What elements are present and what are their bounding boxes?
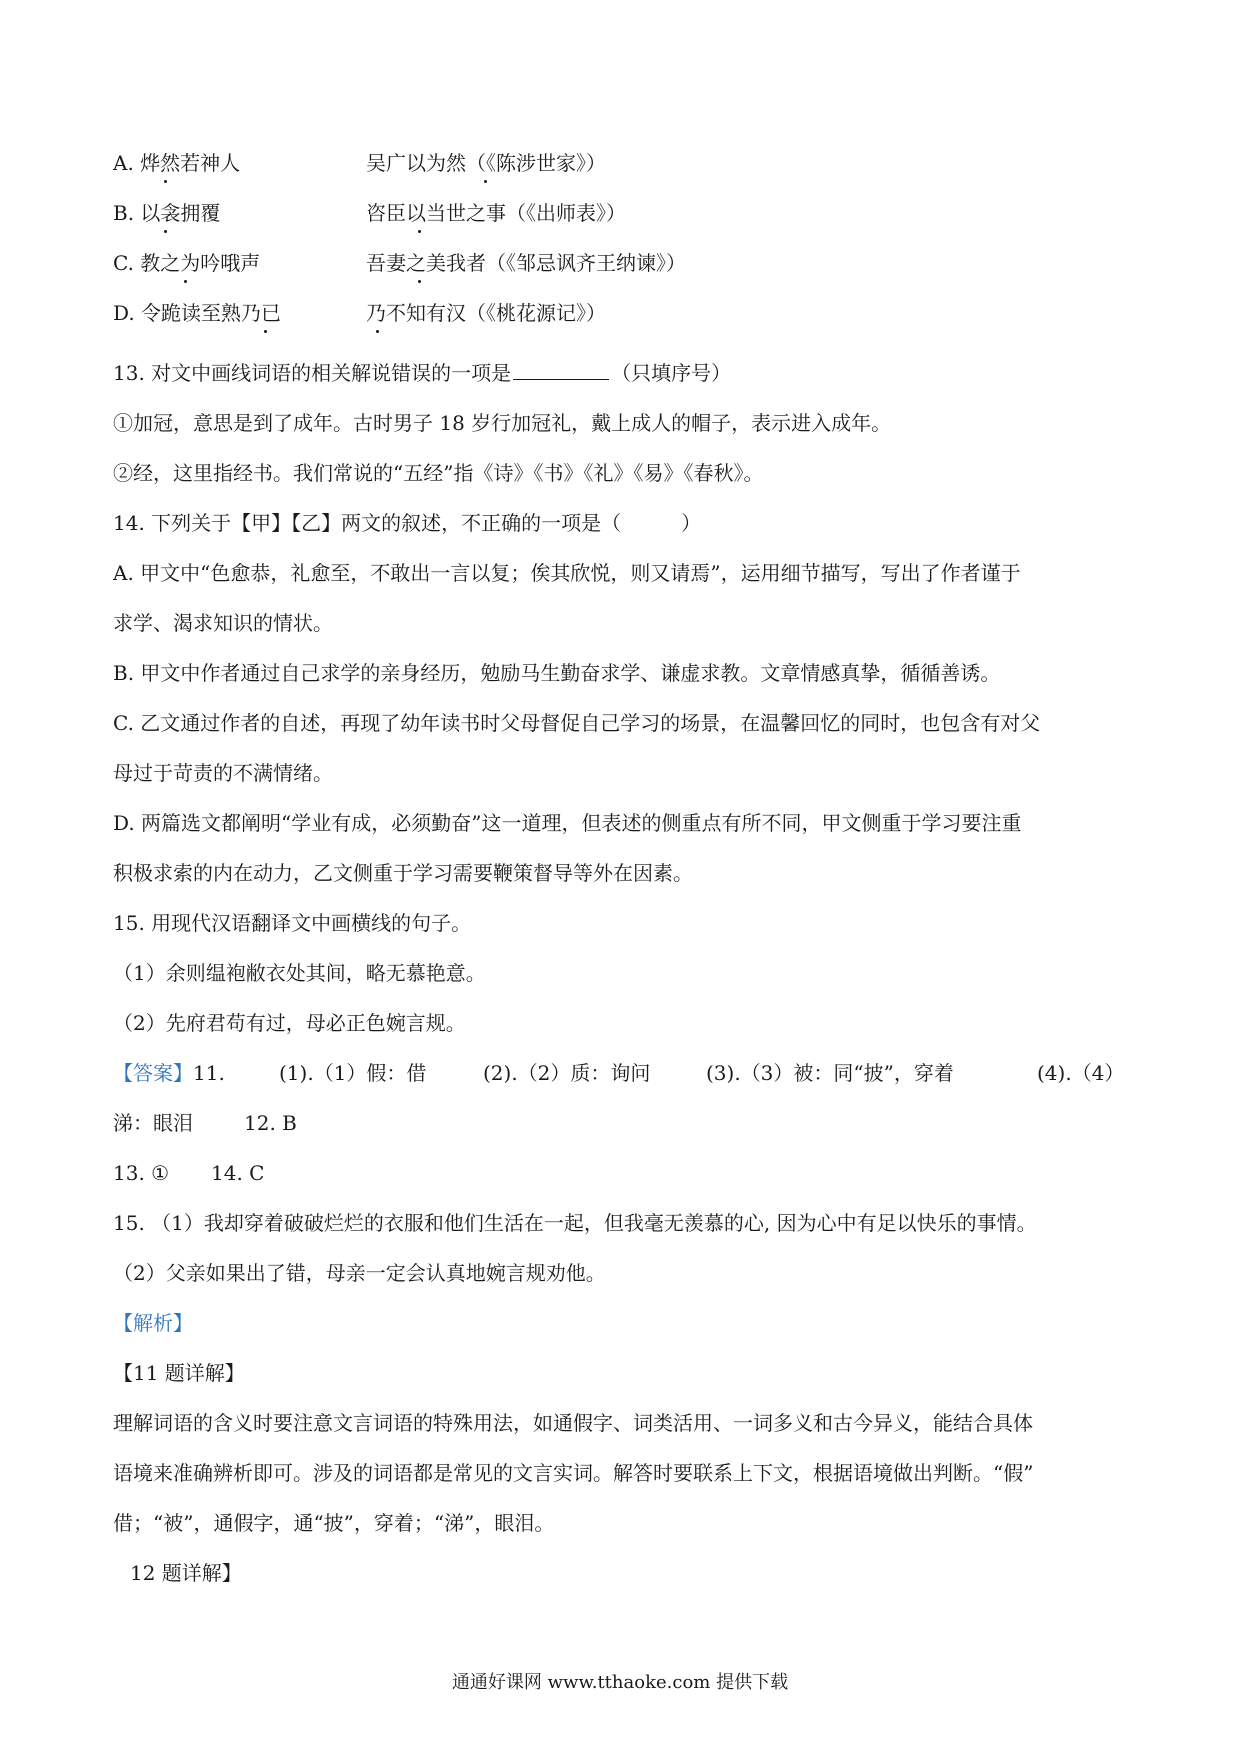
- emphasis-dot: [418, 230, 421, 233]
- answer-row-11: [113, 1058, 1125, 1088]
- analysis-tag: 【解析】: [113, 1311, 193, 1335]
- q14-option-c-line1: C. 乙文通过作者的自述，再现了幼年读书时父母督促自己学习的场景，在温馨回忆的同时，也包含有对父: [113, 711, 1041, 735]
- q15-sentence-2: （2）先府君苟有过，母必正色婉言规。: [113, 1011, 466, 1035]
- q14-option-c-line2: 母过于苛责的不满情绪。: [113, 761, 333, 785]
- q12-option-a-left: A. 烨然若神人: [113, 151, 241, 175]
- answer-12: 12. B: [244, 1111, 297, 1135]
- q12-option-c-right: 吾妻之美我者（《邹忌讽齐王纳谏》）: [366, 251, 686, 275]
- emphasis-dot: [184, 280, 187, 283]
- q14-stem: 14. 下列关于【甲】【乙】两文的叙述，不正确的一项是（ ）: [113, 511, 702, 535]
- q13-item-2: ②经，这里指经书。我们常说的“五经”指《诗》《书》《礼》《易》《春秋》。: [113, 461, 764, 485]
- emphasis-dot: [164, 230, 167, 233]
- q14-option-a-line1: A. 甲文中“色愈恭，礼愈至，不敢出一言以复；俟其欣悦，则又请焉”，运用细节描写，写出了作者谨于: [113, 561, 1021, 585]
- q12-option-d-right: 乃不知有汉（《桃花源记》）: [366, 301, 606, 325]
- q13-stem: [113, 358, 731, 388]
- analysis-heading-11: 【11 题详解】: [113, 1361, 245, 1385]
- answer-11-1: (1).（1）假：借: [279, 1061, 427, 1085]
- answer-15-1: 15. （1）我却穿着破破烂烂的衣服和他们生活在一起，但我毫无羡慕的心, 因为心中有足以快乐的事情。: [113, 1211, 1037, 1235]
- analysis-paragraph-line2: 语境来准确辨析即可。涉及的词语都是常见的文言实词。解答时要联系上下文，根据语境做出判断。“假”: [113, 1461, 1034, 1485]
- answer-11-3: (3).（3）被：同“披”，穿着: [706, 1061, 954, 1085]
- emphasis-dot: [376, 330, 379, 333]
- q14-option-d-line1: D. 两篇选文都阐明“学业有成，必须勤奋”这一道理，但表述的侧重点有所不同，甲文侧重于学习要注重: [113, 811, 1022, 835]
- q14-option-d-line2: 积极求索的内在动力，乙文侧重于学习需要鞭策督导等外在因素。: [113, 861, 693, 885]
- answer-15-2: （2）父亲如果出了错，母亲一定会认真地婉言规劝他。: [113, 1261, 606, 1285]
- q14-option-b: B. 甲文中作者通过自己求学的亲身经历，勉励马生勤奋求学、谦虚求教。文章情感真挚，循循善诱。: [113, 661, 1001, 685]
- answer-row-13-14: [113, 1158, 265, 1188]
- emphasis-dot: [484, 180, 487, 183]
- answer-11-4-cont: 涕：眼泪: [113, 1111, 193, 1135]
- q12-option-b-left: B. 以衾拥覆: [113, 201, 221, 225]
- answer-13: 13. ①: [113, 1161, 170, 1185]
- answer-14: 14. C: [211, 1161, 265, 1185]
- q15-sentence-1: （1）余则缊袍敝衣处其间，略无慕艳意。: [113, 961, 486, 985]
- q12-option-d-left: D. 令跪读至熟乃已: [113, 301, 282, 325]
- page-footer: 通通好课网 www.tthaoke.com 提供下载: [451, 1672, 789, 1693]
- analysis-heading-12: 12 题详解】: [130, 1561, 242, 1585]
- analysis-paragraph-line3: 借；“被”，通假字，通“披”，穿着；“涕”，眼泪。: [113, 1511, 555, 1535]
- answer-row-11-cont: [113, 1108, 297, 1138]
- emphasis-dot: [164, 180, 167, 183]
- q13-stem-text: 13. 对文中画线词语的相关解说错误的一项是: [113, 361, 512, 385]
- answer-11-2: (2).（2）质：询问: [483, 1061, 651, 1085]
- answer-11-4: (4).（4）: [1037, 1061, 1125, 1085]
- q12-option-a-right: 吴广以为然（《陈涉世家》）: [366, 151, 606, 175]
- answer-blank: [513, 359, 609, 380]
- q15-stem: 15. 用现代汉语翻译文中画横线的句子。: [113, 911, 472, 935]
- analysis-paragraph-line1: 理解词语的含义时要注意文言词语的特殊用法，如通假字、词类活用、一词多义和古今异义，能结合具体: [113, 1411, 1033, 1435]
- q13-stem-suffix: （只填序号）: [611, 361, 732, 385]
- emphasis-dot: [264, 330, 267, 333]
- q14-option-a-line2: 求学、渴求知识的情状。: [113, 611, 333, 635]
- q12-option-b-right: 咨臣以当世之事（《出师表》）: [366, 201, 626, 225]
- answer-tag: 【答案】: [113, 1061, 193, 1085]
- q13-item-1: ①加冠，意思是到了成年。古时男子 18 岁行加冠礼，戴上成人的帽子，表示进入成年。: [113, 411, 892, 435]
- q12-option-c-left: C. 教之为吟哦声: [113, 251, 261, 275]
- emphasis-dot: [418, 280, 421, 283]
- answer-11-label: 11.: [193, 1061, 225, 1085]
